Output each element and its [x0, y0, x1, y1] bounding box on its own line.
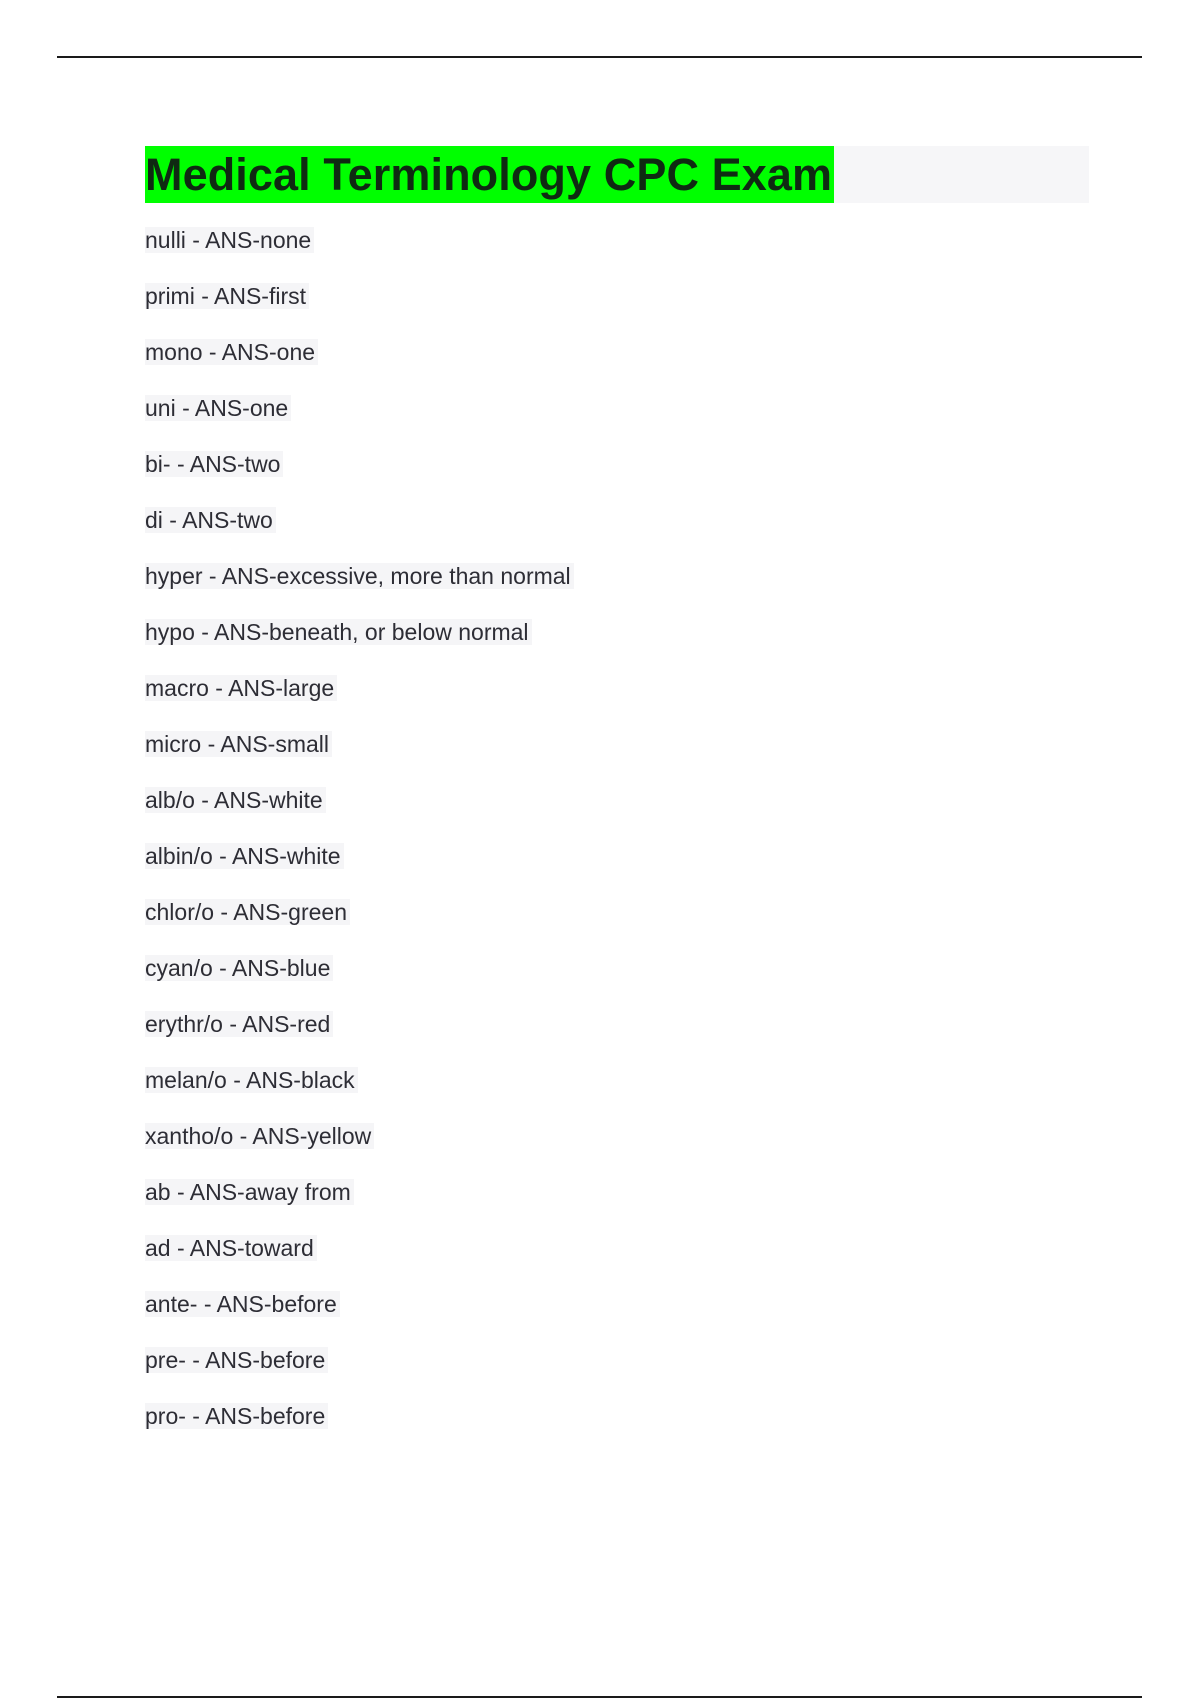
- term-text: erythr/o - ANS-red: [145, 1011, 333, 1037]
- term-entry: [145, 395, 1089, 451]
- header-rule: [57, 56, 1142, 58]
- term-entry: [145, 1067, 1089, 1123]
- term-text: hyper - ANS-excessive, more than normal: [145, 563, 574, 589]
- term-entry: [145, 955, 1089, 1011]
- term-text: nulli - ANS-none: [145, 227, 314, 253]
- term-text: pre- - ANS-before: [145, 1347, 328, 1373]
- term-text: cyan/o - ANS-blue: [145, 955, 333, 981]
- title-band: [145, 146, 1089, 203]
- term-text: micro - ANS-small: [145, 731, 332, 757]
- term-text: ab - ANS-away from: [145, 1179, 354, 1205]
- term-entry: [145, 227, 1089, 283]
- term-text: macro - ANS-large: [145, 675, 337, 701]
- term-text: alb/o - ANS-white: [145, 787, 326, 813]
- term-text: ante- - ANS-before: [145, 1291, 340, 1317]
- term-entry: [145, 507, 1089, 563]
- term-text: melan/o - ANS-black: [145, 1067, 358, 1093]
- term-entry: [145, 1179, 1089, 1235]
- term-list: [145, 227, 1089, 1459]
- document-body: [145, 146, 1089, 1459]
- term-entry: [145, 619, 1089, 675]
- term-entry: [145, 787, 1089, 843]
- term-entry: [145, 451, 1089, 507]
- term-text: hypo - ANS-beneath, or below normal: [145, 619, 532, 645]
- term-text: bi- - ANS-two: [145, 451, 283, 477]
- term-entry: [145, 1235, 1089, 1291]
- term-entry: [145, 731, 1089, 787]
- term-text: uni - ANS-one: [145, 395, 291, 421]
- term-text: di - ANS-two: [145, 507, 276, 533]
- footer-rule: [57, 1696, 1142, 1698]
- term-entry: [145, 1011, 1089, 1067]
- term-entry: [145, 675, 1089, 731]
- term-entry: [145, 563, 1089, 619]
- term-entry: [145, 1347, 1089, 1403]
- term-text: xantho/o - ANS-yellow: [145, 1123, 374, 1149]
- term-text: mono - ANS-one: [145, 339, 318, 365]
- term-entry: [145, 1291, 1089, 1347]
- term-entry: [145, 843, 1089, 899]
- term-entry: [145, 1403, 1089, 1459]
- term-entry: [145, 339, 1089, 395]
- term-text: pro- - ANS-before: [145, 1403, 328, 1429]
- term-text: albin/o - ANS-white: [145, 843, 344, 869]
- term-entry: [145, 899, 1089, 955]
- term-entry: [145, 1123, 1089, 1179]
- term-text: ad - ANS-toward: [145, 1235, 317, 1261]
- term-entry: [145, 283, 1089, 339]
- term-text: chlor/o - ANS-green: [145, 899, 350, 925]
- term-text: primi - ANS-first: [145, 283, 309, 309]
- document-title: Medical Terminology CPC Exam: [145, 146, 834, 203]
